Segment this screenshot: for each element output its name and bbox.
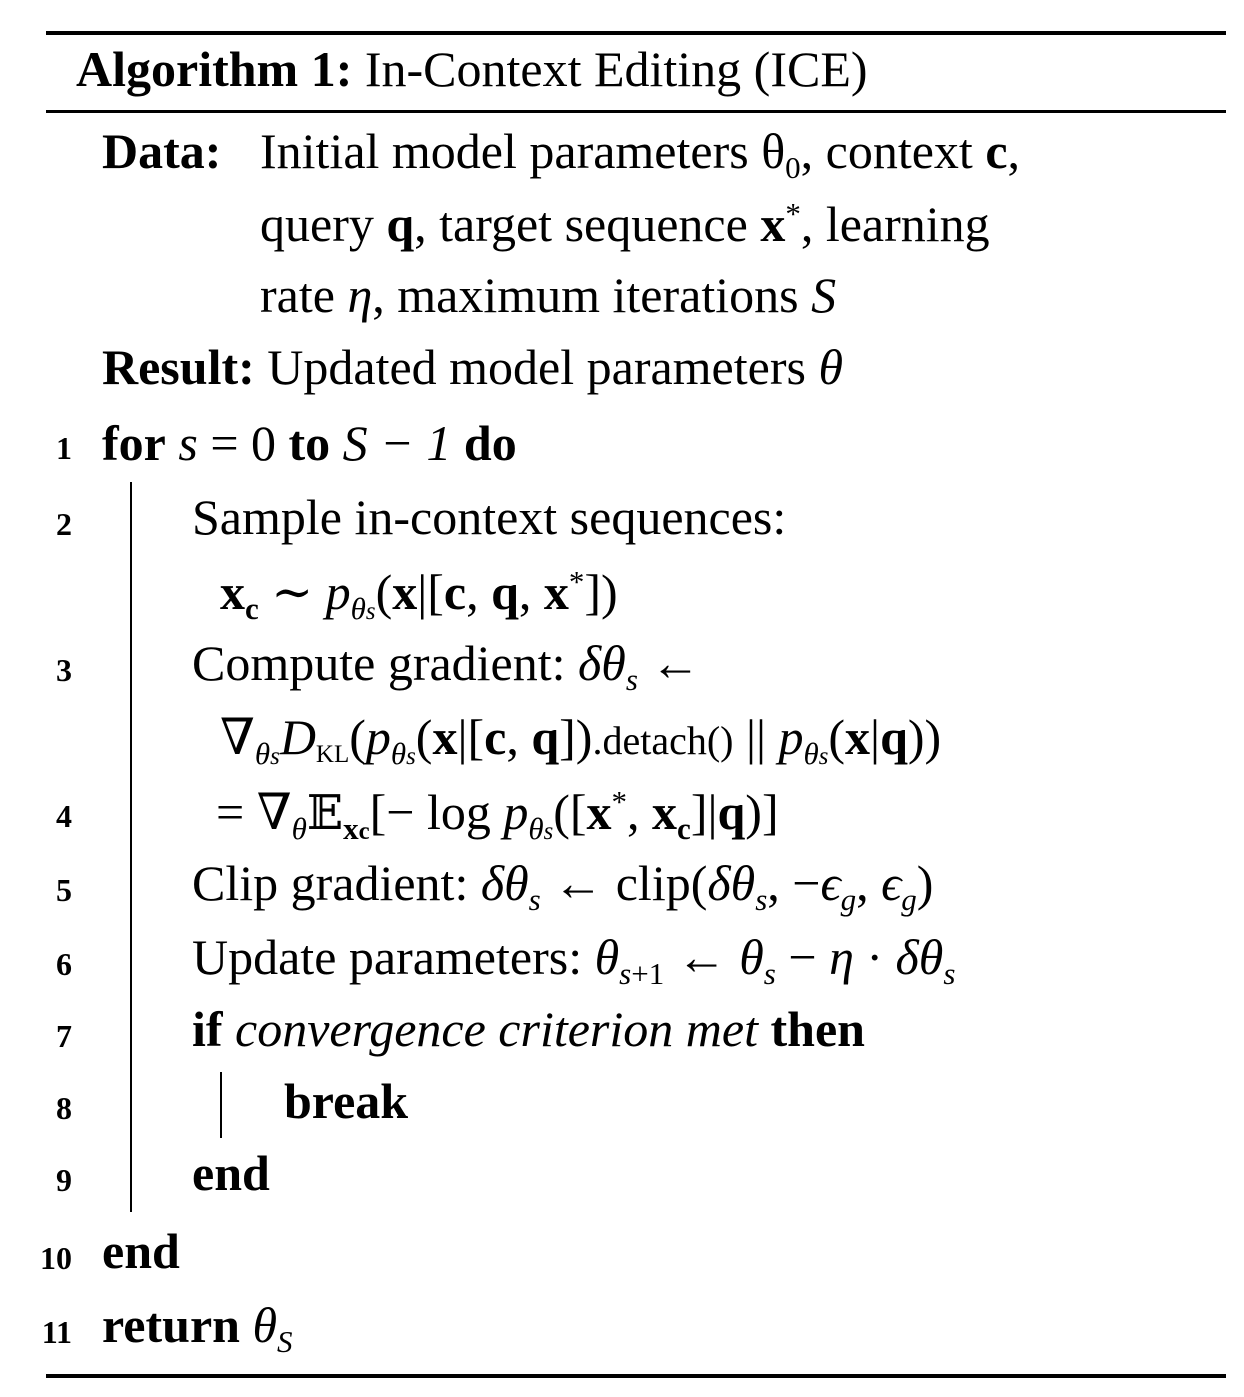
data-text-3b: , maximum iterations: [372, 267, 812, 323]
line-8: [284, 1073, 409, 1129]
line-5: Clip gradient: $\delta\theta_s$ ← $clip(\delta\theta_s$, $-\epsilon_g$, $\epsilon_g$): [192, 855, 934, 917]
line-number-7: 7: [56, 1018, 72, 1054]
data-line-3: [260, 267, 837, 323]
line-9: [192, 1145, 270, 1201]
result-keyword: Result:: [102, 339, 255, 395]
result-text: Updated model parameters: [267, 339, 819, 395]
eta-symbol: η: [347, 267, 373, 323]
line-10: [102, 1223, 180, 1279]
if-body-bar: [220, 1072, 222, 1138]
target-star: *: [785, 196, 801, 231]
line-2: [192, 489, 787, 545]
data-comma: ,: [1007, 123, 1021, 179]
then-keyword: then: [770, 1001, 865, 1057]
end-for-keyword: end: [102, 1223, 180, 1279]
loop-init: = 0: [197, 415, 289, 471]
line-3-math: $\nabla_{\theta s}D_{KL}(p_{\theta s}(x|[c$, q]).detach() || $p_{\theta s}(x|q)$): [220, 709, 942, 771]
compute-text: Compute gradient:: [192, 635, 579, 691]
result-line: [102, 339, 843, 395]
loop-body-bar: [130, 482, 132, 1212]
line-number-6: 6: [56, 946, 72, 982]
algorithm-title: In-Context Editing (ICE): [364, 41, 868, 97]
loop-end: S − 1: [330, 415, 464, 471]
if-keyword: if: [192, 1001, 223, 1057]
data-line-1: [260, 123, 1021, 185]
do-keyword: do: [463, 415, 517, 471]
update-text: Update parameters:: [192, 929, 595, 985]
end-if-keyword: end: [192, 1145, 270, 1201]
bottom-rule: [46, 1374, 1226, 1378]
data-keyword: Data:: [102, 123, 222, 179]
line-number-10: 10: [40, 1240, 72, 1276]
line-4: = $\nabla_\theta 𝔼_{xc}[- \log p_{\theta s}([x^*$, $x_c]|q$)]: [216, 784, 779, 846]
line-number-9: 9: [56, 1162, 72, 1198]
line-2-math: $x_c$ ∼ $p_{\theta s}(x|[c$, q, x*]): [220, 564, 618, 626]
result-theta: θ: [818, 339, 843, 395]
sample-text: Sample in-context sequences:: [192, 489, 787, 545]
line-number-4: 4: [56, 798, 72, 834]
for-keyword: for: [102, 415, 166, 471]
data-line-2: [260, 196, 990, 253]
break-keyword: break: [284, 1073, 409, 1129]
data-text-2b: , target sequence: [414, 196, 761, 253]
line-number-2: 2: [56, 506, 72, 542]
theta-subscript: 0: [785, 149, 801, 185]
data-text-3a: rate: [260, 267, 348, 323]
query-symbol: q: [386, 196, 415, 253]
s-max-symbol: S: [811, 267, 837, 323]
top-rule: [46, 31, 1226, 35]
clip-text: Clip gradient:: [192, 855, 481, 911]
line-number-11: 11: [41, 1314, 72, 1350]
data-label: [102, 123, 222, 179]
line-number-1: 1: [56, 430, 72, 466]
loop-var: s: [178, 415, 198, 471]
line-3: Compute gradient: $\delta\theta_s$ ←: [192, 635, 701, 697]
target-symbol: x: [760, 196, 786, 253]
data-text-1: Initial model parameters θ: [260, 123, 786, 179]
context-symbol: c: [985, 123, 1008, 179]
line-number-5: 5: [56, 872, 72, 908]
caption-rule: [46, 110, 1226, 113]
to-keyword: to: [288, 415, 331, 471]
algorithm-label: Algorithm 1:: [76, 41, 353, 97]
line-6: Update parameters: $\theta_{s+1}$ ← $\theta_s - \eta \cdot \delta\theta_s$: [192, 929, 956, 991]
data-text-1b: , context: [800, 123, 986, 179]
data-text-2c: , learning: [800, 196, 990, 253]
return-keyword: return: [102, 1297, 240, 1353]
line-number-3: 3: [56, 652, 72, 688]
line-number-8: 8: [56, 1090, 72, 1126]
convergence-condition: convergence criterion met: [222, 1001, 771, 1057]
line-11: return $\theta_S$: [102, 1297, 293, 1359]
line-7: [192, 1001, 865, 1057]
algorithm-caption: [76, 41, 868, 97]
line-1: [102, 415, 517, 471]
detach-call: .detach(): [592, 718, 734, 763]
data-text-2a: query: [260, 196, 387, 253]
